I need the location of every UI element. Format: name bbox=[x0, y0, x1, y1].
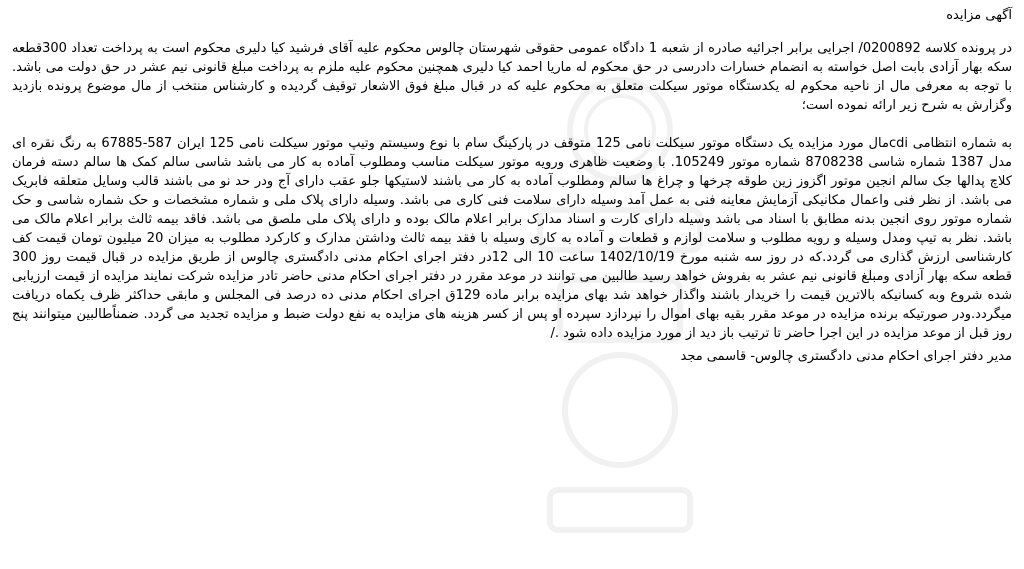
notice-paragraph-case: در پرونده کلاسه 0200892/ اجرایی برابر اجرائیه صادره از شعبه 1 دادگاه عمومی حقوقی شهرستان چالوس محکوم علیه آقای فرشید کیا دلیری محکوم است به پرداخت تعداد 300قطعه سکه بهار آزادی بابت اصل خواسته به انضمام خسارات دادرسی در حق محکوم له ماریا احمد کیا دلیری همچنین محکوم علیه ملزم به پرداخت مبلغ قانونی نیم عشر در حق دولت می باشد. با توجه به معرفی مال از ناحیه محکوم له یکدستگاه موتور سیکلت متعلق به محکوم علیه که در قبال مبلغ فوق الاشعار توقیف گردیده و کارشناس منتخب از مال موضوع پرونده بازدید وگزارش به شرح زیر ارائه نموده است؛ bbox=[12, 41, 1013, 113]
paragraph-gap bbox=[12, 115, 1012, 134]
notice-paragraph-auction: به شماره انتظامی cdiمال مورد مزایده یک دستگاه موتور سیکلت نامی 125 متوقف در پارکینگ سام با نوع وسیستم وتیپ موتور سیکلت نامی 125 ایران 587-67885 به رنگ نقره ای مدل 1387 شماره شاسی 8708238 شماره موتور 105249. با وضعیت ظاهری ورویه موتور سیکلت مناسب ومطلوب آماده به کار می باشد شاسی سالم کمک ها سالم دسته فرمان کلاچ پدالها جک سالم انجین موتور اگزوز زین طوقه چرخها و چراغ ها سالم ومطلوب آماده به کار می باشند لاستیکها جلو عقب دارای آج ودر حد نو می باشند قالب وسایل متعلقه فابریک می باشد. از نظر فنی واعمال مکانیکی آزمایش معاینه فنی به عمل آمد وسیله دارای سلامت فنی کاری می باشد. وسیله دارای پلاک ملی و شماره مشخصات و حک شماره شاسی و حک شماره موتور روی انجین بدنه مطابق با اسناد می باشد وسیله دارای کارت و اسناد مدارک برابر اعلام مالک بوده و دارای پلاک ملی ملصق می باشد. فاقد بیمه ثالث برابر اعلام مالک می باشد. نظر به تیپ ومدل وسیله و رویه مطلوب و سلامت لوازم و قطعات و آماده به کاری وسیله با فقد بیمه ثالث وداشتن مدارک و کارکرد مطلوب به میزان 20 میلیون تومان قیمت کف کارشناسی ارزش گذاری می گردد.که در روز سه شنبه مورخ 1402/10/19 ساعت 10 الی 12در دفتر اجرای احکام مدنی دادگستری چالوس از طریق مزایده در قبال قیمت روز 300 قطعه سکه بهار آزادی ومبلغ قانونی نیم عشر به بفروش خواهد رسید طالبین می توانند در موعد مقرر در دفتر اجرای احکام مدنی حاضر تادر مزایده شرکت نمایند مزایده از قیمت ارزیابی شده شروع وبه کسانیکه بالاترین قیمت را خریدار باشند واگذار خواهد شد بهای مزایده برابر ماده 129ق اجرای احکام مدنی ده درصد فی المجلس و مابقی حداکثر ظرف یکماه دریافت میگردد.ودر صورتیکه برنده مزایده در موعد مقرر بقیه بهای اموال را نپردازد سپرده او پس از کسر هزینه های مزایده به نفع دولت ضبط و مزایده تجدید می گردد. ضمناًطالبین میتوانند پنج روز قبل از موعد مزایده در این اجرا حاضر تا ترتیب باز دید از مورد مزایده داده شود ./ bbox=[12, 136, 1013, 341]
notice-signature: مدیر دفتر اجرای احکام مدنی دادگستری چالوس- قاسمی مجد bbox=[680, 349, 1012, 364]
notice-title: آگهی مزایده bbox=[946, 8, 1012, 23]
notice-document bbox=[12, 6, 1012, 366]
